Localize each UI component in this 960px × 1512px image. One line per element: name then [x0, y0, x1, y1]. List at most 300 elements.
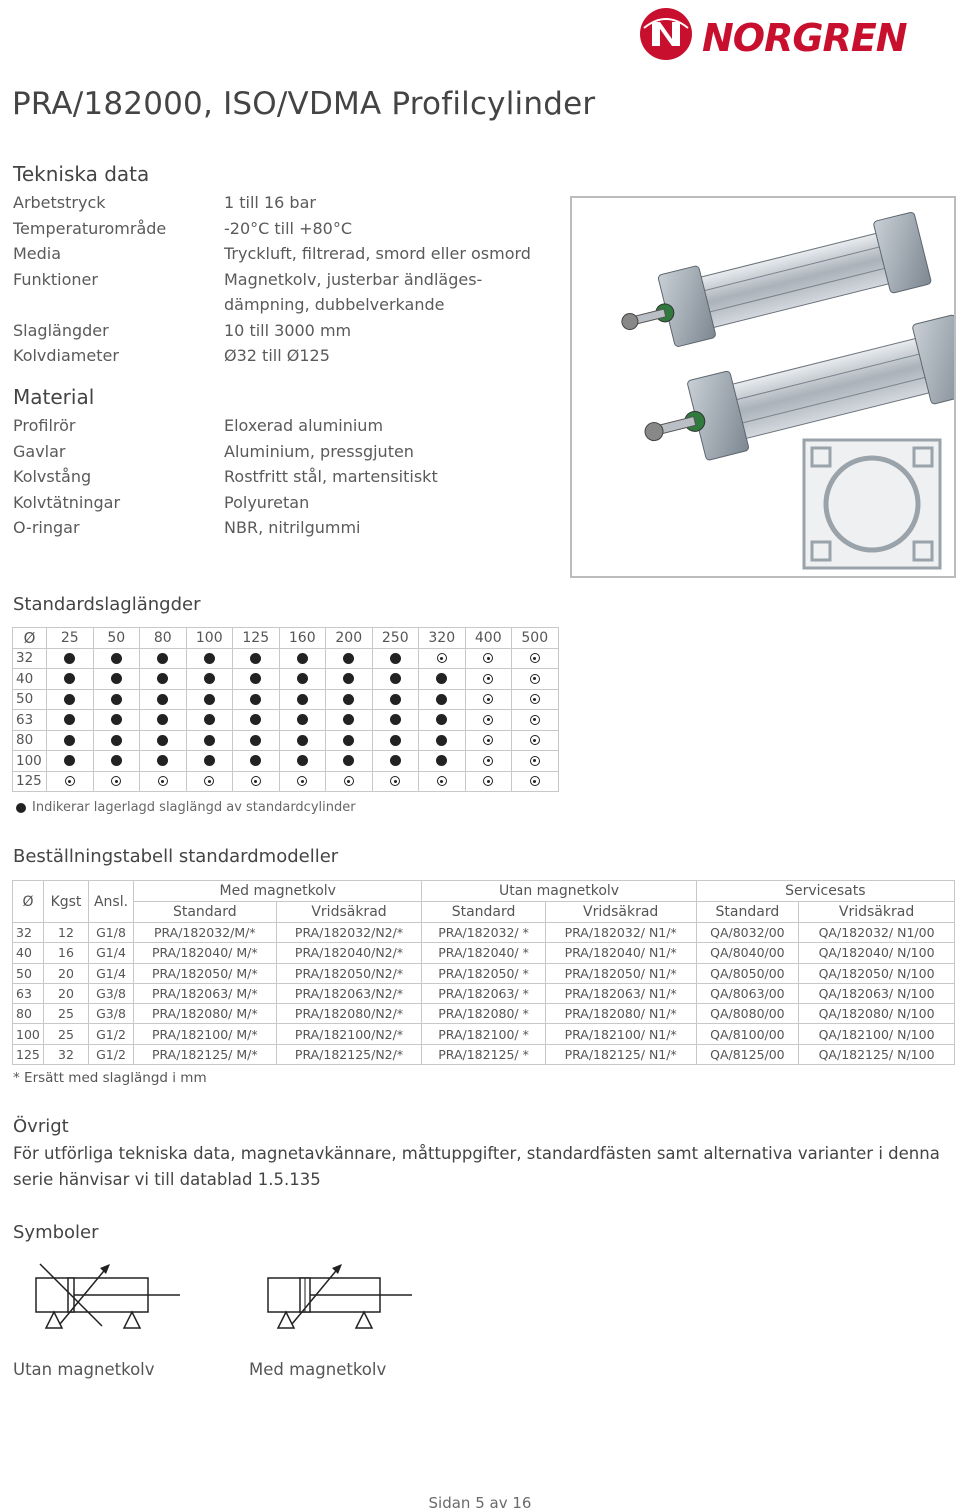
tech-label: Funktioner [13, 269, 98, 289]
marker-cell [47, 689, 94, 710]
marker-cell [419, 669, 466, 690]
marker-cell [233, 689, 280, 710]
column-header: 400 [465, 628, 512, 649]
stock-dot-icon [64, 714, 75, 725]
table-row [13, 730, 559, 751]
table-cell: 32 [44, 1044, 89, 1064]
table-row [13, 943, 955, 963]
diameter-cell: 80 [13, 730, 47, 751]
column-header: Standard [422, 902, 545, 923]
marker-cell [140, 669, 187, 690]
marker-cell [372, 648, 419, 669]
table-cell: PRA/182063/N2/* [276, 983, 422, 1003]
table-cell: PRA/182080/ N1/* [545, 1004, 696, 1024]
stock-dot-icon [390, 653, 401, 664]
table-cell: PRA/182032/ * [422, 923, 545, 943]
table-cell: 20 [44, 983, 89, 1003]
table-cell: PRA/182080/N2/* [276, 1004, 422, 1024]
optional-ring-icon [483, 776, 493, 786]
marker-cell [512, 689, 559, 710]
stock-dot-icon [343, 694, 354, 705]
table-cell: G3/8 [89, 1004, 134, 1024]
stock-dot-icon [64, 755, 75, 766]
table-cell: QA/182100/ N/100 [799, 1024, 955, 1044]
marker-cell [326, 689, 373, 710]
tech-label: Kolvdiameter [13, 346, 119, 365]
optional-ring-icon [158, 776, 168, 786]
stock-dot-icon [343, 653, 354, 664]
marker-cell [93, 751, 140, 772]
marker-cell [372, 689, 419, 710]
table-row [13, 1024, 955, 1044]
table-cell: QA/182040/ N/100 [799, 943, 955, 963]
marker-cell [419, 710, 466, 731]
column-header: Vridsäkrad [545, 902, 696, 923]
standard-legend [16, 800, 356, 815]
marker-cell [326, 710, 373, 731]
stock-dot-icon [390, 673, 401, 684]
standard-heading: Standardslaglängder [13, 594, 201, 615]
table-cell: 80 [13, 1004, 44, 1024]
table-cell: QA/182080/ N/100 [799, 1004, 955, 1024]
table-cell: PRA/182050/ M/* [134, 963, 277, 983]
stock-dot-icon [343, 673, 354, 684]
tech-row [0, 343, 570, 369]
tech-list [0, 190, 570, 369]
optional-ring-icon [483, 653, 493, 663]
marker-cell [186, 710, 233, 731]
marker-cell [279, 669, 326, 690]
table-cell: PRA/182125/N2/* [276, 1044, 422, 1064]
marker-cell [47, 751, 94, 772]
stock-dot-icon [204, 755, 215, 766]
brand-name: NORGREN [702, 16, 907, 60]
column-header: 200 [326, 628, 373, 649]
marker-cell [326, 751, 373, 772]
marker-cell [93, 648, 140, 669]
marker-cell [465, 751, 512, 772]
symbol-with-magnet [262, 1258, 422, 1342]
diameter-cell: 100 [13, 751, 47, 772]
stock-dot-icon [111, 673, 122, 684]
optional-ring-icon [483, 674, 493, 684]
marker-cell [512, 710, 559, 731]
table-cell: 125 [13, 1044, 44, 1064]
stock-dot-icon [250, 653, 261, 664]
table-row [13, 669, 559, 690]
material-value: NBR, nitrilgummi [224, 518, 361, 537]
column-header: 25 [47, 628, 94, 649]
marker-cell [279, 710, 326, 731]
marker-cell [419, 751, 466, 772]
tech-row [0, 241, 570, 267]
table-cell: PRA/182125/ N1/* [545, 1044, 696, 1064]
optional-ring-icon [483, 735, 493, 745]
marker-cell [465, 689, 512, 710]
stock-dot-icon [250, 714, 261, 725]
material-row [0, 413, 570, 439]
table-cell: G1/8 [89, 923, 134, 943]
marker-cell [465, 648, 512, 669]
table-header-row [13, 628, 559, 649]
stock-dot-icon [297, 694, 308, 705]
stock-dot-icon [436, 673, 447, 684]
stock-dot-icon [64, 694, 75, 705]
marker-cell [140, 710, 187, 731]
symbols-heading: Symboler [13, 1222, 99, 1243]
table-cell: PRA/182032/N2/* [276, 923, 422, 943]
table-cell: 40 [13, 943, 44, 963]
table-row [13, 771, 559, 792]
stock-dot-icon [297, 673, 308, 684]
tech-value: dämpning, dubbelverkande [224, 295, 445, 314]
symbol-without-magnet [30, 1258, 190, 1342]
ovrigt-heading: Övrigt [13, 1116, 69, 1137]
table-cell: PRA/182040/ M/* [134, 943, 277, 963]
order-heading: Beställningstabell standardmodeller [13, 846, 339, 867]
column-header: 250 [372, 628, 419, 649]
table-cell: PRA/182032/ N1/* [545, 923, 696, 943]
column-header: 50 [93, 628, 140, 649]
column-header: Vridsäkrad [276, 902, 422, 923]
order-table [12, 880, 955, 1065]
table-cell: G1/4 [89, 943, 134, 963]
marker-cell [372, 710, 419, 731]
material-label: Profilrör [13, 416, 76, 435]
diameter-cell: 63 [13, 710, 47, 731]
table-cell: PRA/182050/ N1/* [545, 963, 696, 983]
tech-value: -20°C till +80°C [224, 218, 353, 238]
table-cell: PRA/182050/N2/* [276, 963, 422, 983]
tech-label: Arbetstryck [13, 193, 106, 212]
table-row [13, 983, 955, 1003]
table-cell: QA/8032/00 [696, 923, 798, 943]
column-header: 160 [279, 628, 326, 649]
material-value: Aluminium, pressgjuten [224, 441, 414, 461]
stock-dot-icon [297, 653, 308, 664]
marker-cell [279, 751, 326, 772]
material-label: O-ringar [13, 518, 80, 537]
tech-row [0, 267, 570, 293]
table-cell: 32 [13, 923, 44, 943]
marker-cell [326, 771, 373, 792]
stock-dot-icon [111, 735, 122, 746]
table-cell: 25 [44, 1004, 89, 1024]
table-row [13, 751, 559, 772]
material-value: Eloxerad aluminium [224, 416, 384, 435]
marker-cell [419, 648, 466, 669]
optional-ring-icon [390, 776, 400, 786]
optional-ring-icon [530, 756, 540, 766]
column-header: Ø [13, 628, 47, 649]
table-cell: 25 [44, 1024, 89, 1044]
table-cell: G1/2 [89, 1024, 134, 1044]
marker-cell [279, 771, 326, 792]
marker-cell [47, 771, 94, 792]
table-cell: 50 [13, 963, 44, 983]
stock-dot-icon [436, 755, 447, 766]
marker-cell [372, 730, 419, 751]
optional-ring-icon [530, 735, 540, 745]
table-cell: PRA/182100/ M/* [134, 1024, 277, 1044]
table-row [13, 689, 559, 710]
tech-row [0, 318, 570, 344]
marker-cell [186, 648, 233, 669]
table-cell: PRA/182100/ * [422, 1024, 545, 1044]
tech-value: Tryckluft, filtrerad, smord eller osmord [224, 244, 531, 263]
marker-cell [419, 730, 466, 751]
marker-cell [233, 648, 280, 669]
tech-heading: Tekniska data [13, 162, 150, 186]
tech-value: 10 till 3000 mm [224, 320, 352, 340]
order-note: * Ersätt med slaglängd i mm [13, 1070, 207, 1086]
marker-cell [93, 730, 140, 751]
optional-ring-icon [437, 653, 447, 663]
table-cell: PRA/182125/ * [422, 1044, 545, 1064]
column-header: Vridsäkrad [799, 902, 955, 923]
tech-label: Media [13, 244, 62, 263]
marker-cell [233, 771, 280, 792]
marker-cell [512, 751, 559, 772]
table-cell: PRA/182080/ * [422, 1004, 545, 1024]
table-cell: 20 [44, 963, 89, 983]
table-row [13, 1004, 955, 1024]
marker-cell [465, 730, 512, 751]
table-header-row [13, 902, 955, 923]
table-cell: G1/4 [89, 963, 134, 983]
table-row [13, 1044, 955, 1064]
table-row [13, 923, 955, 943]
table-cell: QA/8040/00 [696, 943, 798, 963]
material-label: Kolvtätningar [13, 492, 121, 512]
optional-ring-icon [483, 715, 493, 725]
symbol-label-without: Utan magnetkolv [13, 1360, 155, 1379]
tech-row [0, 190, 570, 216]
material-label: Kolvstång [13, 467, 92, 486]
stock-dot-icon [297, 735, 308, 746]
optional-ring-icon [483, 694, 493, 704]
tech-label: Slaglängder [13, 320, 109, 340]
optional-ring-icon [530, 674, 540, 684]
column-header: Kgst [44, 881, 89, 923]
table-cell: PRA/182050/ * [422, 963, 545, 983]
stock-dot-icon [111, 755, 122, 766]
table-cell: 16 [44, 943, 89, 963]
diameter-cell: 125 [13, 771, 47, 792]
marker-cell [512, 669, 559, 690]
stock-dot-icon [64, 653, 75, 664]
table-cell: G1/2 [89, 1044, 134, 1064]
group-header: Utan magnetkolv [422, 881, 696, 902]
table-cell: QA/182032/ N1/00 [799, 923, 955, 943]
table-cell: QA/8050/00 [696, 963, 798, 983]
column-header: 125 [233, 628, 280, 649]
marker-cell [512, 648, 559, 669]
marker-cell [140, 730, 187, 751]
column-header: 500 [512, 628, 559, 649]
stock-dot-icon [204, 694, 215, 705]
stock-dot-icon [297, 714, 308, 725]
tech-row [0, 216, 570, 242]
table-header-row [13, 881, 955, 902]
marker-cell [372, 771, 419, 792]
stock-dot-icon [204, 735, 215, 746]
column-header: Ansl. [89, 881, 134, 923]
column-header: 100 [186, 628, 233, 649]
table-cell: PRA/182100/N2/* [276, 1024, 422, 1044]
tech-value: 1 till 16 bar [224, 193, 316, 212]
stock-dot-icon [390, 714, 401, 725]
marker-cell [186, 771, 233, 792]
table-row [13, 648, 559, 669]
ovrigt-text: För utförliga tekniska data, magnetavkännare, måttuppgifter, standardfästen samt alternativa varianter i denna serie hänvisar vi till datablad 1.5.135 [13, 1144, 940, 1189]
optional-ring-icon [297, 776, 307, 786]
page-title: PRA/182000, ISO/VDMA Profilcylinder [12, 86, 596, 122]
optional-ring-icon [530, 694, 540, 704]
marker-cell [140, 771, 187, 792]
table-cell: PRA/182063/ * [422, 983, 545, 1003]
marker-cell [326, 730, 373, 751]
material-row [0, 464, 570, 490]
marker-cell [140, 689, 187, 710]
material-row [0, 439, 570, 465]
legend-text: Indikerar lagerlagd slaglängd av standardcylinder [32, 800, 356, 815]
product-photo [570, 196, 956, 578]
stock-dot-icon [343, 735, 354, 746]
marker-cell [47, 648, 94, 669]
marker-cell [93, 710, 140, 731]
marker-cell [326, 669, 373, 690]
optional-ring-icon [251, 776, 261, 786]
group-header: Servicesats [696, 881, 954, 902]
table-cell: QA/182063/ N/100 [799, 983, 955, 1003]
stock-dot-icon [157, 714, 168, 725]
stock-dot-icon [16, 803, 26, 813]
optional-ring-icon [344, 776, 354, 786]
stock-dot-icon [157, 735, 168, 746]
stock-dot-icon [204, 714, 215, 725]
table-cell: QA/182125/ N/100 [799, 1044, 955, 1064]
marker-cell [47, 730, 94, 751]
material-heading: Material [13, 385, 95, 409]
stock-dot-icon [297, 755, 308, 766]
marker-cell [233, 710, 280, 731]
table-cell: G3/8 [89, 983, 134, 1003]
marker-cell [47, 669, 94, 690]
page-number: Sidan 5 av 16 [428, 1494, 532, 1512]
stock-dot-icon [64, 735, 75, 746]
marker-cell [465, 771, 512, 792]
marker-cell [186, 751, 233, 772]
material-row [0, 490, 570, 516]
stock-dot-icon [250, 694, 261, 705]
material-row [0, 515, 570, 541]
table-cell: PRA/182063/ N1/* [545, 983, 696, 1003]
marker-cell [279, 689, 326, 710]
diameter-cell: 50 [13, 689, 47, 710]
material-value: Rostfritt stål, martensitiskt [224, 467, 438, 486]
tech-label: Temperaturområde [13, 218, 167, 238]
table-cell: QA/8063/00 [696, 983, 798, 1003]
table-cell: PRA/182063/ M/* [134, 983, 277, 1003]
marker-cell [140, 751, 187, 772]
tech-value: Magnetkolv, justerbar ändläges- [224, 269, 483, 289]
stock-dot-icon [157, 755, 168, 766]
marker-cell [93, 669, 140, 690]
stock-dot-icon [250, 755, 261, 766]
stock-dot-icon [204, 653, 215, 664]
marker-cell [279, 730, 326, 751]
stock-dot-icon [204, 673, 215, 684]
stock-dot-icon [157, 653, 168, 664]
table-cell: PRA/182040/ * [422, 943, 545, 963]
marker-cell [465, 710, 512, 731]
column-header: Ø [13, 881, 44, 923]
marker-cell [186, 669, 233, 690]
marker-cell [512, 730, 559, 751]
column-header: Standard [696, 902, 798, 923]
material-list [0, 413, 570, 541]
material-value: Polyuretan [224, 492, 310, 512]
stock-dot-icon [390, 755, 401, 766]
stock-dot-icon [343, 714, 354, 725]
column-header: 80 [140, 628, 187, 649]
marker-cell [372, 669, 419, 690]
marker-cell [419, 771, 466, 792]
table-cell: QA/182050/ N/100 [799, 963, 955, 983]
material-label: Gavlar [13, 441, 66, 461]
marker-cell [512, 771, 559, 792]
table-cell: PRA/182040/N2/* [276, 943, 422, 963]
marker-cell [419, 689, 466, 710]
marker-cell [279, 648, 326, 669]
group-header: Med magnetkolv [134, 881, 422, 902]
optional-ring-icon [530, 776, 540, 786]
table-cell: 63 [13, 983, 44, 1003]
diameter-cell: 32 [13, 648, 47, 669]
stock-dot-icon [157, 694, 168, 705]
marker-cell [140, 648, 187, 669]
marker-cell [372, 751, 419, 772]
stock-dot-icon [250, 673, 261, 684]
marker-cell [233, 730, 280, 751]
table-row [13, 963, 955, 983]
marker-cell [465, 669, 512, 690]
stock-dot-icon [436, 735, 447, 746]
table-cell: 100 [13, 1024, 44, 1044]
tech-value: Ø32 till Ø125 [224, 346, 330, 365]
optional-ring-icon [111, 776, 121, 786]
stock-dot-icon [390, 694, 401, 705]
table-cell: PRA/182100/ N1/* [545, 1024, 696, 1044]
table-cell: QA/8100/00 [696, 1024, 798, 1044]
marker-cell [93, 689, 140, 710]
stock-dot-icon [111, 714, 122, 725]
optional-ring-icon [65, 776, 75, 786]
marker-cell [233, 751, 280, 772]
stock-dot-icon [64, 673, 75, 684]
stock-dot-icon [390, 735, 401, 746]
stock-dot-icon [436, 694, 447, 705]
stock-dot-icon [250, 735, 261, 746]
tech-row [0, 292, 570, 318]
optional-ring-icon [437, 776, 447, 786]
marker-cell [326, 648, 373, 669]
column-header: 320 [419, 628, 466, 649]
column-header: Standard [134, 902, 277, 923]
stock-dot-icon [343, 755, 354, 766]
optional-ring-icon [483, 756, 493, 766]
